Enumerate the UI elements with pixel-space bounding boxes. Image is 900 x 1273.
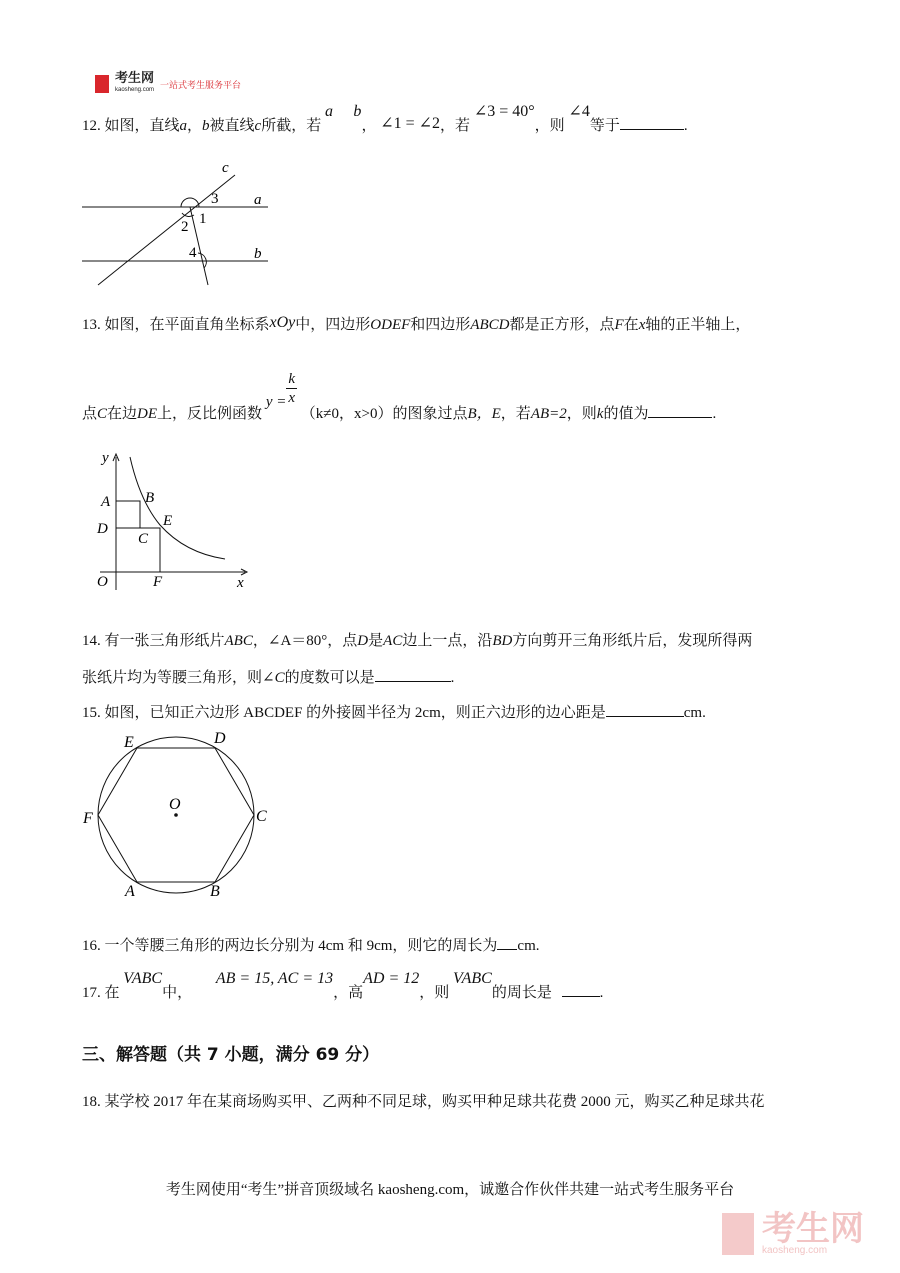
q-line-seg	[82, 406, 262, 422]
q-text: ，若	[440, 118, 471, 134]
q-line-seg	[301, 406, 716, 422]
answer-blank[interactable]	[620, 128, 684, 130]
watermark-brand-text: 考生网	[762, 1210, 864, 1248]
logo-brand	[115, 72, 154, 96]
q-text: ，则	[419, 985, 450, 1001]
center-point	[174, 813, 178, 817]
var: AB=2	[530, 405, 567, 422]
q-text: .	[712, 405, 717, 422]
label-3: 3	[211, 191, 219, 207]
answer-blank[interactable]	[606, 715, 684, 717]
q-text: 边上一点，沿	[402, 633, 493, 649]
logo-slogan: 一站式考生服务平台	[160, 79, 242, 90]
watermark-logo-icon	[722, 1213, 754, 1255]
question-17	[82, 970, 604, 1002]
q-text: 的周长是	[491, 985, 552, 1001]
q-text: 点	[82, 405, 98, 422]
var: c	[254, 118, 262, 134]
q-text: 所截，若	[261, 118, 322, 134]
q-text: 方向剪开三角形纸片后，发现所得两	[512, 633, 753, 649]
var: C	[97, 405, 108, 422]
q-text: .	[450, 670, 455, 686]
label-A: A	[101, 494, 111, 510]
q-text: 都是正方形，点	[509, 317, 615, 333]
var: B，E	[467, 405, 501, 422]
var: ∠C	[262, 670, 285, 686]
q-num: 13.	[82, 317, 101, 333]
q-text: ，点	[327, 633, 358, 649]
var: k	[596, 405, 604, 422]
q-num: 15.	[82, 705, 101, 721]
watermark	[722, 1212, 864, 1256]
q-text: 如图，直线	[104, 118, 180, 134]
q-text: 中，四边形	[295, 317, 371, 333]
var: xOy	[269, 314, 296, 331]
label-1: 1	[199, 211, 207, 227]
math-triangle: VABC	[453, 970, 492, 987]
label-B: B	[145, 490, 155, 506]
q-text: 在	[104, 985, 120, 1001]
q-text: 的度数可以是	[284, 670, 375, 686]
var: DE	[137, 405, 158, 422]
var: ODEF	[370, 317, 411, 333]
answer-blank[interactable]	[375, 680, 451, 682]
q-text: 被直线	[209, 118, 255, 134]
var: D	[357, 633, 369, 649]
question-14	[82, 629, 752, 650]
watermark-brand	[762, 1212, 864, 1256]
math-condition: a ⃞ b	[324, 103, 362, 120]
var: a	[179, 118, 188, 134]
question-14-line2	[82, 666, 454, 687]
label-x: x	[237, 575, 244, 591]
var: b	[202, 118, 210, 134]
section-heading: 三、解答题（共 7 小题，满分 69 分）	[82, 1045, 380, 1065]
var: ABC	[224, 633, 253, 649]
label-a: a	[254, 192, 262, 208]
question-13	[82, 313, 750, 334]
q-num: 17.	[82, 985, 101, 1001]
q-text: .	[683, 118, 688, 134]
q-text: 轴的正半轴上，	[645, 317, 751, 333]
fraction-lhs: y =	[265, 393, 287, 410]
q-num: 18.	[82, 1094, 101, 1110]
q-text: 如图，在平面直角坐标系	[104, 317, 270, 333]
label-4: 4	[189, 245, 197, 261]
fraction-k-over-x	[286, 370, 297, 407]
label-D: D	[214, 730, 226, 747]
question-16	[82, 934, 539, 955]
var: x	[638, 317, 646, 333]
label-b: b	[254, 246, 262, 262]
label-O: O	[169, 796, 181, 813]
q-text: 一个等腰三角形的两边长分别为 4cm 和 9cm，则它的周长为	[104, 938, 498, 954]
q-text: 某学校 2017 年在某商场购买甲、乙两种不同足球，购买甲种足球共花费 2000 元，购买乙种足球共花	[104, 1094, 765, 1110]
q-text: ，若	[500, 405, 531, 422]
q-text: 如图，已知正六边形 ABCDEF 的外接圆半径为 2cm，则正六边形的边心距是	[104, 705, 606, 721]
brand-name: 考生网	[115, 70, 155, 85]
q-num: 16.	[82, 938, 101, 954]
var: ∠A＝80°	[267, 633, 328, 649]
label-C: C	[256, 808, 267, 825]
math-condition: AD = 12	[363, 970, 420, 987]
var: AC	[383, 633, 403, 649]
watermark-domain: kaosheng.com	[762, 1245, 828, 1256]
q-text: 等于	[589, 118, 620, 134]
q-text: ，高	[333, 985, 364, 1001]
q-text: 在	[623, 317, 639, 333]
figure-inverse-function	[0, 445, 270, 595]
question-15	[82, 701, 706, 722]
brand-domain: kaosheng.com	[115, 87, 155, 93]
label-D: D	[97, 521, 108, 537]
var: F	[614, 317, 624, 333]
q-text: 有一张三角形纸片	[104, 633, 225, 649]
math-condition: ∠4	[568, 103, 590, 120]
q-text: cm.	[517, 938, 540, 954]
label-F: F	[83, 810, 93, 827]
square-abcd	[116, 501, 140, 528]
answer-blank[interactable]	[648, 416, 712, 418]
label-y: y	[102, 450, 109, 466]
q-text: 和四边形	[410, 317, 471, 333]
q-text: 中，	[162, 985, 193, 1001]
label-2: 2	[181, 219, 189, 235]
q-text: （k≠0，x>0）的图象过点	[300, 405, 468, 422]
q-text: cm.	[683, 705, 706, 721]
logo-mark-icon	[95, 75, 109, 93]
answer-blank[interactable]	[562, 995, 600, 997]
fraction-numerator: k	[288, 371, 296, 387]
label-B: B	[210, 883, 220, 900]
math-condition: AB = 15, AC = 13	[215, 970, 334, 987]
label-A: A	[125, 883, 135, 900]
q-num: 14.	[82, 633, 101, 649]
label-O: O	[97, 574, 108, 590]
q-text: 在边	[107, 405, 138, 422]
footer-text: 考生网使用“考生”拼音顶级域名 kaosheng.com，诚邀合作伙伴共建一站式考生服务平台	[165, 1182, 735, 1198]
label-C: C	[138, 531, 149, 547]
q-text: .	[599, 985, 604, 1001]
q-num: 12.	[82, 118, 101, 134]
q-text: 上，反比例函数	[157, 405, 263, 422]
question-12	[82, 103, 688, 135]
header-logo	[95, 72, 241, 96]
q-text: 是	[368, 633, 384, 649]
label-F: F	[153, 574, 163, 590]
label-c: c	[222, 160, 229, 176]
label-E: E	[163, 513, 173, 529]
question-18	[82, 1090, 765, 1111]
q-text: ，则	[566, 405, 597, 422]
question-13-line2	[82, 370, 717, 422]
answer-blank[interactable]	[497, 948, 517, 950]
label-E: E	[124, 734, 134, 751]
figure-parallel-lines	[0, 150, 300, 295]
q-text: 张纸片均为等腰三角形，则	[82, 670, 263, 686]
math-triangle: VABC	[123, 970, 163, 987]
math-condition: ∠1 = ∠2	[380, 115, 441, 132]
q-text: ，	[187, 118, 203, 134]
q-text: ，	[361, 118, 377, 134]
figure-hexagon	[0, 725, 290, 905]
q-text: ，则	[534, 118, 565, 134]
q-text: ，	[252, 633, 268, 649]
var: ABCD	[470, 317, 510, 333]
var: BD	[492, 633, 513, 649]
math-condition: ∠3 = 40°	[473, 103, 535, 120]
q-text: 的值为	[603, 405, 649, 422]
fraction-denominator: x	[288, 390, 296, 406]
